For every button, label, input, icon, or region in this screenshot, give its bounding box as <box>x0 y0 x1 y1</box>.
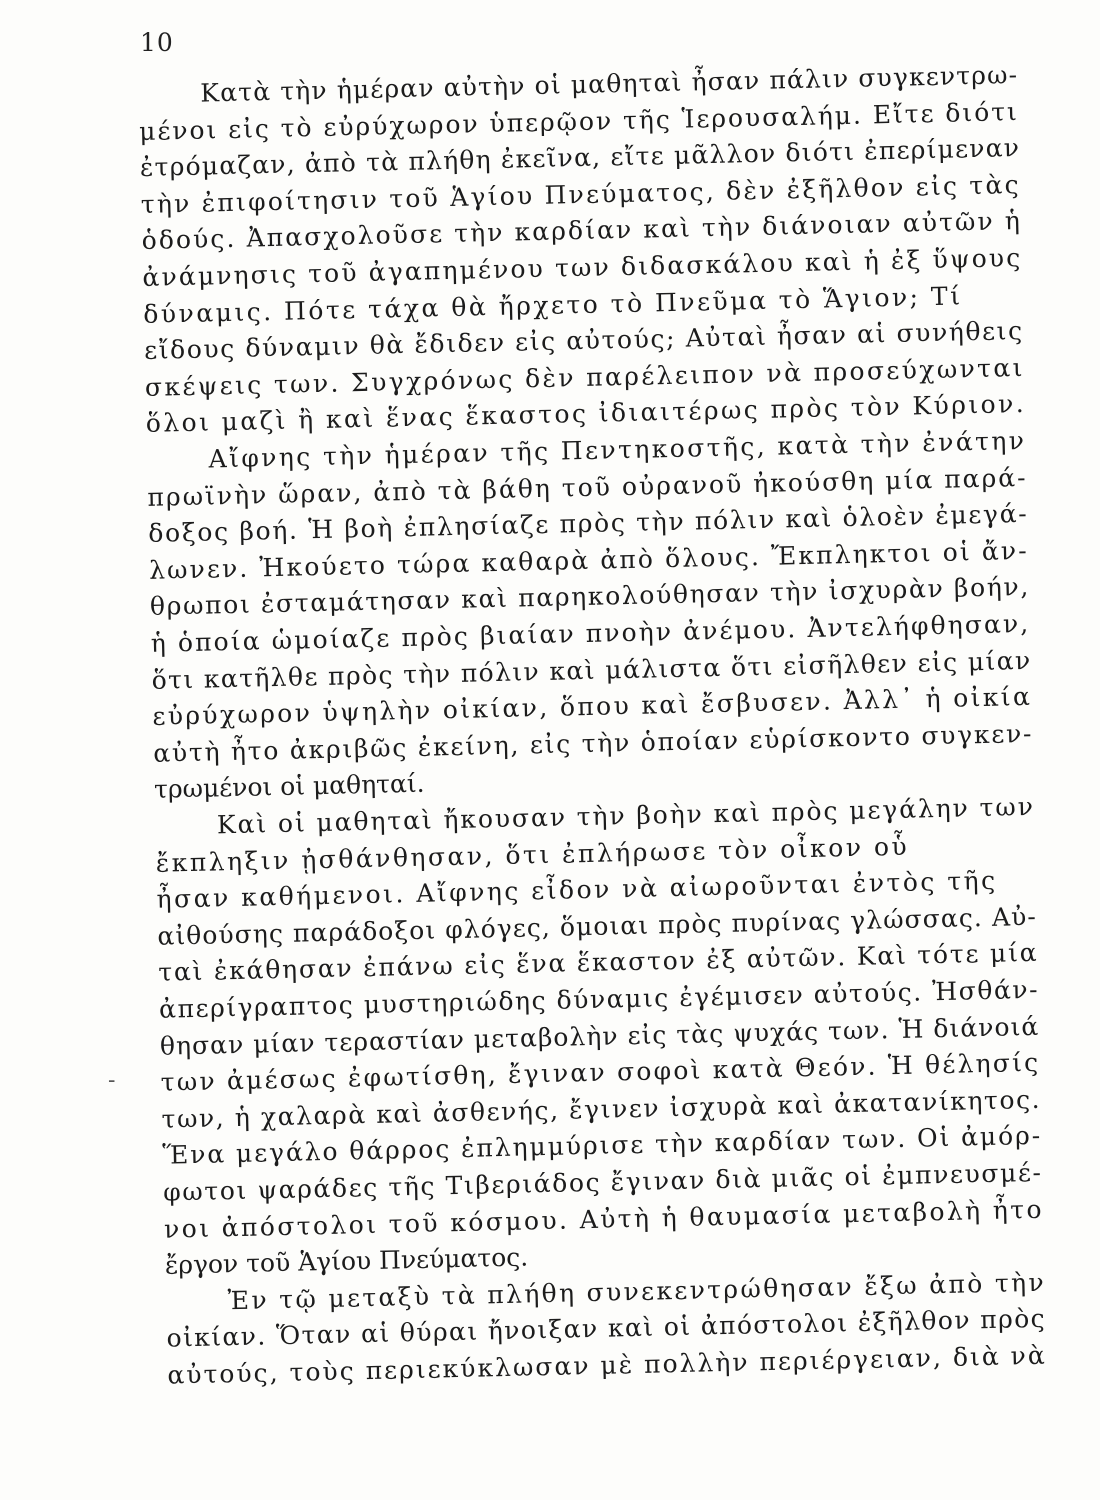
text-line: τὴν ἐπιφοίτησιν τοῦ Ἁγίου Πνεύματος, δὲν ἐξῆλθον εἰς τὰς <box>140 169 1022 219</box>
text-line: τρωμένοι οἱ μαθηταί. <box>153 769 425 805</box>
text-line: αἰθούσης παράδοξοι φλόγες, ὅμοιαι πρὸς πυρίνας γλώσσας. Αὐ- <box>157 901 1038 951</box>
margin-mark: - <box>108 1068 116 1093</box>
text-line: θρωποι ἐσταμάτησαν καὶ παρηκολούθησαν τὴν ἰσχυρὰν βοήν, <box>149 572 1031 622</box>
text-line: ἔκπληξιν ᾐσθάνθησαν, ὅτι ἐπλήρωσε τὸν οἶκον οὗ <box>155 831 910 878</box>
text-line: ἀπερίγραπτος μυστηριώδης δύναμις ἐγέμισεν αὐτούς. Ἠσθάν- <box>158 974 1040 1024</box>
text-line: ἐτρόμαζαν, ἀπὸ τὰ πλήθη ἐκεῖνα, εἴτε μᾶλλον διότι ἐπερίμεναν <box>139 133 1021 183</box>
text-line: θησαν μίαν τεραστίαν μεταβολὴν εἰς τὰς ψυχάς των. Ἡ διάνοιά <box>159 1011 1040 1061</box>
text-line: φωτοι ψαράδες τῆς Τιβεριάδος ἔγιναν διὰ μιᾶς οἱ ἐμπνευσμέ- <box>162 1157 1043 1207</box>
text-line: των ἀμέσως ἐφωτίσθη, ἔγιναν σοφοὶ κατὰ Θεόν. Ἡ θέλησίς <box>160 1047 1041 1097</box>
text-line: νοι ἀπόστολοι τοῦ κόσμου. Αὐτὴ ἡ θαυμασία μεταβολὴ ἦτο <box>163 1194 1045 1244</box>
text-line: Αἴφνης τὴν ἡμέραν τῆς Πεντηκοστῆς, κατὰ τὴν ἐνάτην <box>208 425 1027 474</box>
text-line: σκέψεις των. Συγχρόνως δὲν παρέλειπον νὰ προσεύχωνται <box>144 352 1026 402</box>
text-line: ἀνάμνησις τοῦ ἀγαπημένου των διδασκάλου καὶ ἡ ἐξ ὕψους <box>142 242 1023 292</box>
text-line: ἦσαν καθήμενοι. Αἴφνης εἶδον νὰ αἰωροῦνται ἐντὸς τῆς <box>156 865 998 914</box>
text-line: οἰκίαν. Ὅταν αἱ θύραι ἤνοιξαν καὶ οἱ ἀπόστολοι ἐξῆλθον πρὸς <box>166 1304 1047 1354</box>
text-line: Κατὰ τὴν ἡμέραν αὐτὴν οἱ μαθηταὶ ἦσαν πάλιν συγκεντρω- <box>199 60 1019 108</box>
text-line: λωνεν. Ἠκούετο τώρα καθαρὰ ἀπὸ ὅλους. Ἔκπληκτοι οἱ ἄν- <box>148 535 1030 585</box>
body-text <box>138 60 1067 1390</box>
text-line: ταὶ ἐκάθησαν ἐπάνω εἰς ἕνα ἕκαστον ἐξ αὐτῶν. Καὶ τότε μία <box>157 938 1039 988</box>
text-line: πρωϊνὴν ὥραν, ἀπὸ τὰ βάθη τοῦ οὐρανοῦ ἠκούσθη μία παρά- <box>147 462 1028 512</box>
text-line: εὐρύχωρον ὑψηλὴν οἰκίαν, ὅπου καὶ ἔσβυσεν. Ἀλλ᾽ ἡ οἰκία <box>152 682 1033 732</box>
text-line: αὐτὴ ἦτο ἀκριβῶς ἐκείνη, εἰς τὴν ὁποίαν εὑρίσκοντο συγκεν- <box>152 718 1034 768</box>
text-line: δύναμις. Πότε τάχα θὰ ἤρχετο τὸ Πνεῦμα τὸ Ἅγιον; Τί <box>142 280 963 329</box>
text-line: ὅλοι μαζὶ ἢ καὶ ἕνας ἕκαστος ἰδιαιτέρως πρὸς τὸν Κύριον. <box>145 389 1027 439</box>
text-line: εἴδους δύναμιν θὰ ἔδιδεν εἰς αὐτούς; Αὐταὶ ἦσαν αἱ συνήθεις <box>143 316 1024 366</box>
text-line: Ἕνα μεγάλο θάρρος ἐπλημμύρισε τὴν καρδίαν των. Οἱ ἀμόρ- <box>162 1121 1043 1171</box>
text-line: των, ἡ χαλαρὰ καὶ ἀσθενής, ἔγινεν ἰσχυρὰ καὶ ἀκατανίκητος. <box>161 1084 1042 1134</box>
text-line: ἔργον τοῦ Ἁγίου Πνεύματος. <box>164 1242 529 1280</box>
text-line: ὁδούς. Ἀπασχολοῦσε τὴν καρδίαν καὶ τὴν διάνοιαν αὐτῶν ἡ <box>141 206 1023 256</box>
text-line: Ἐν τῷ μεταξὺ τὰ πλήθη συνεκεντρώθησαν ἔξω ἀπὸ τὴν <box>227 1267 1047 1316</box>
text-line: ἡ ὁποία ὡμοίαζε πρὸς βιαίαν πνοὴν ἀνέμου. Ἀντελήφθησαν, <box>150 608 1031 658</box>
text-line: μένοι εἰς τὸ εὐρύχωρον ὑπερῷον τῆς Ἱερουσαλήμ. Εἴτε διότι <box>138 96 1020 146</box>
page-number: 10 <box>140 28 174 57</box>
text-line: Καὶ οἱ μαθηταὶ ἤκουσαν τὴν βοὴν καὶ πρὸς μεγάλην των <box>216 791 1036 840</box>
text-line: δοξος βοή. Ἡ βοὴ ἐπλησίαζε πρὸς τὴν πόλιν καὶ ὁλοὲν ἐμεγά- <box>147 499 1029 549</box>
text-line: ὅτι κατῆλθε πρὸς τὴν πόλιν καὶ μάλιστα ὅτι εἰσῆλθεν εἰς μίαν <box>151 645 1032 695</box>
text-line: αὐτούς, τοὺς περιεκύκλωσαν μὲ πολλὴν περιέργειαν, διὰ νὰ <box>167 1340 1048 1390</box>
